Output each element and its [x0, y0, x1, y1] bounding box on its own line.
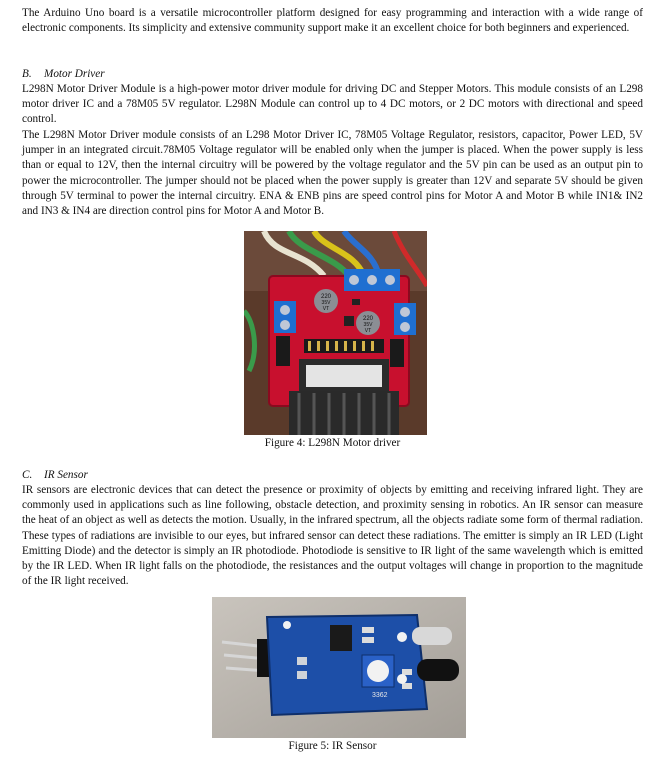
section-b-title: Motor Driver — [44, 68, 105, 80]
section-b-heading — [22, 67, 105, 82]
section-b-number: B. — [22, 68, 32, 80]
l298n-motor-driver-image — [244, 231, 427, 435]
section-c-number: C. — [22, 469, 33, 481]
section-b-paragraph-2: The L298N Motor Driver module consists of an L298 Motor Driver IC, 78M05 Voltage Regulator, resistors, capacitor, Power LED, 5V jumper in an integrated circuit.78M05 Voltage regulator will be enabled only when the jumper is placed. When the power supply is less than or equal to 12V, then the internal circuitry will be powered by the voltage regulator and the 5V pin can be used as an output pin to power the microcontroller. The jumper should not be placed when the power supply is greater than 12V and separate 5V should be given through 5V terminal to power the internal circuitry. ENA & ENB pins are speed control pins for Motor A and Motor B while IN1& IN2 and IN3 & IN4 are direction control pins for Motor A and Motor B. — [22, 129, 643, 218]
section-c-paragraph-1: IR sensors are electronic devices that can detect the presence or proximity of objects by emitting and receiving infrared light. They are commonly used in applications such as line following, obstacle detection, and proximity sensing in robotics. An IR sensor can measure the heat of an object as well as detects the motion. Usually, in the infrared spectrum, all the objects radiate some form of thermal radiation. These types of radiations are invisible to our eyes, but infrared sensor can detect these radiations. The emitter is simply an IR LED (Light Emitting Diode) and the detector is simply an IR photodiode. Photodiode is sensitive to IR light of the same wavelength which is emitted by the IR LED. When IR light falls on the photodiode, the resistances and the output voltages will change in proportion to the magnitude of the IR light received. — [22, 484, 643, 588]
capacitor-1-label-1: 220 — [320, 294, 332, 300]
capacitor-1-label-2: 35V — [321, 300, 331, 306]
capacitor-1-label-3: VT — [322, 306, 330, 312]
section-c-heading — [22, 468, 88, 483]
section-c-title: IR Sensor — [44, 469, 88, 481]
potentiometer-label: 3362 — [372, 692, 388, 699]
figure-4-caption: Figure 4: L298N Motor driver — [264, 437, 401, 449]
capacitor-2-label-1: 220 — [362, 316, 374, 322]
ir-sensor-image — [212, 597, 466, 738]
capacitor-2-label-3: VT — [364, 328, 372, 334]
capacitor-2-label-2: 35V — [363, 322, 373, 328]
intro-paragraph: The Arduino Uno board is a versatile microcontroller platform designed for easy programming and interaction with a wide range of electronic components. Its simplicity and extensive community support make it an excellent choice for both beginners and experienced. — [22, 7, 643, 35]
figure-5-caption: Figure 5: IR Sensor — [288, 740, 377, 752]
section-b-paragraph-1: L298N Motor Driver Module is a high-power motor driver module for driving DC and Stepper Motors. This module consists of an L298 motor driver IC and a 78M05 5V regulator. L298N Module can control up to 4 DC motors, or 2 DC motors with directional and speed control. — [22, 83, 643, 126]
